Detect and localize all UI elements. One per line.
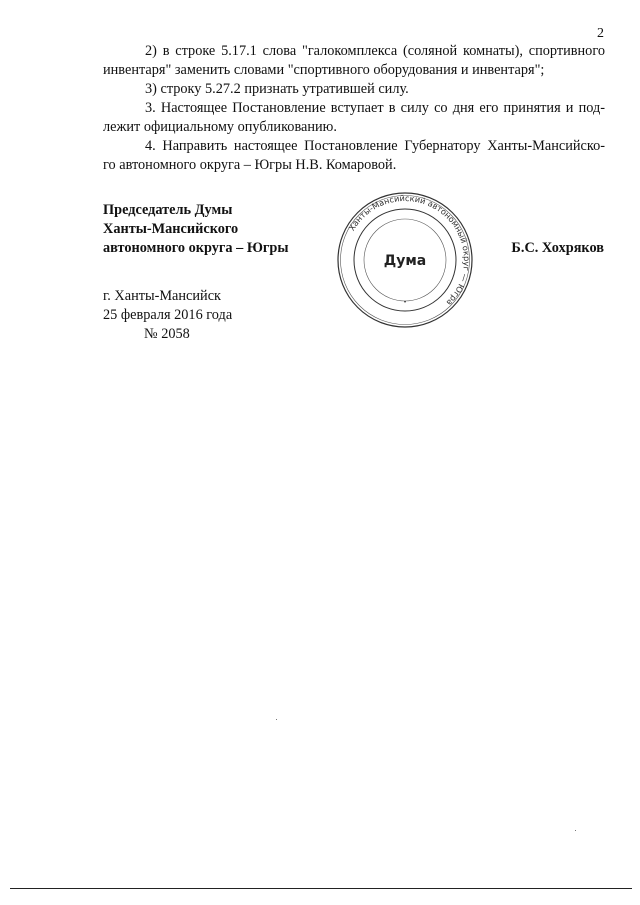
paragraph-line: инвентаря" заменить словами "спортивного оборудования и инвентаря"; [103, 62, 545, 78]
paragraph-line: го автономного округа – Югры Н.В. Комаровой. [103, 157, 397, 173]
paragraph-clause-3 [103, 99, 605, 137]
paragraph-line: 3) строку 5.27.2 признать утратившей силу. [145, 81, 409, 97]
bottom-rule [10, 888, 632, 889]
signer-title-line: Ханты-Мансийского [103, 221, 239, 237]
signer-name: Б.С. Хохряков [511, 240, 604, 256]
paragraph-line: лежит официальному опубликованию. [103, 119, 337, 135]
paragraph-line: 3. Настоящее Постановление вступает в силу со дня его принятия и под- [145, 100, 605, 116]
city: г. Ханты-Мансийск [103, 288, 221, 304]
paragraph-item-3 [103, 80, 605, 99]
date: 25 февраля 2016 года [103, 307, 233, 323]
official-seal-stamp [335, 190, 475, 330]
signer-title [103, 201, 289, 258]
signer-title-line: автономного округа – Югры [103, 240, 289, 256]
paragraph-line: 2) в строке 5.17.1 слова "галокомплекса (соляной комнаты), спортивного [145, 43, 605, 59]
seal-center-text: Дума [383, 253, 427, 269]
decree-body [103, 42, 605, 175]
signer-title-line: Председатель Думы [103, 202, 233, 218]
page-number: 2 [597, 26, 604, 41]
scan-speck [276, 719, 277, 720]
signature-place-date [103, 287, 232, 344]
seal-ring-text: Ханты-Мансийский автономный округ — Югра [346, 192, 473, 308]
paragraph-item-2 [103, 42, 605, 80]
document-number: № 2058 [144, 326, 190, 342]
paragraph-clause-4 [103, 137, 605, 175]
scan-speck [575, 830, 576, 831]
paragraph-line: 4. Направить настоящее Постановление Губернатору Ханты-Мансийско- [145, 138, 605, 154]
seal-dot-icon: • [403, 299, 407, 306]
